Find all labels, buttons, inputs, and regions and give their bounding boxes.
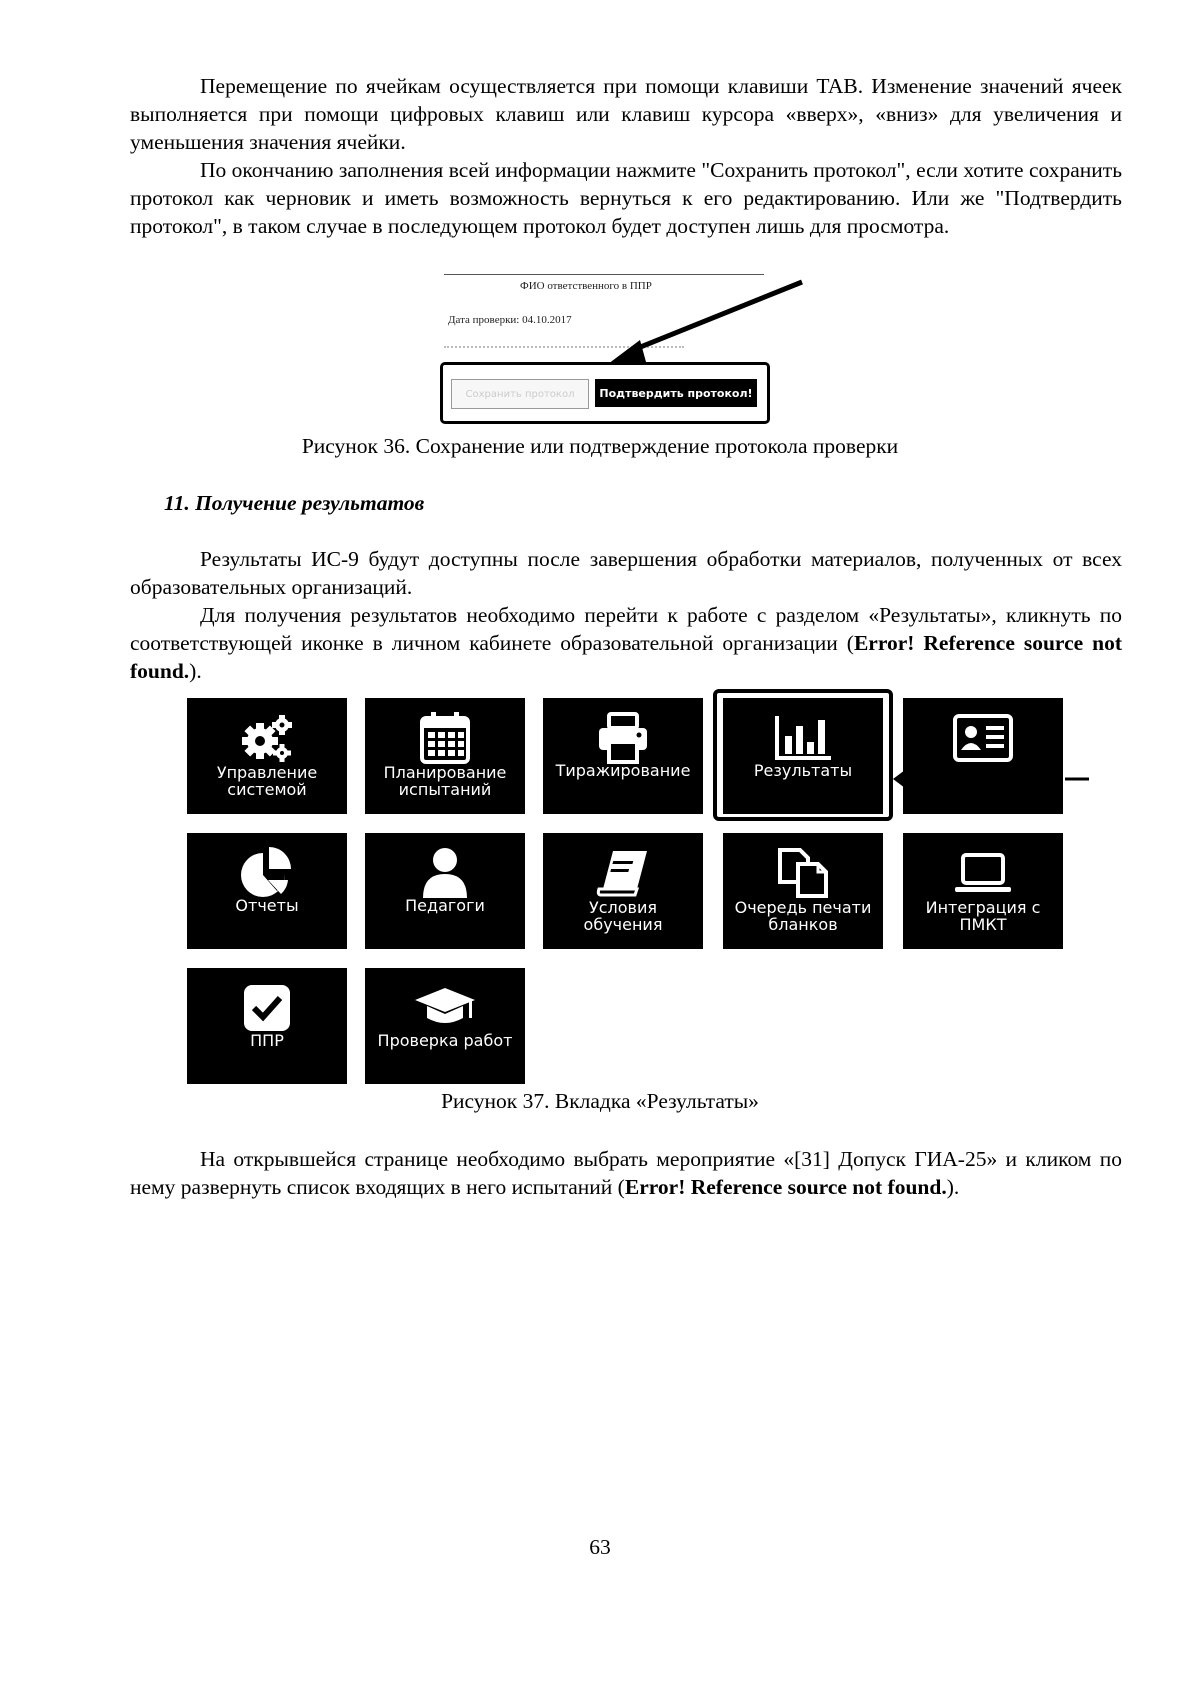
tile-label: Управление системой: [216, 763, 318, 799]
figure-37-caption: Рисунок 37. Вкладка «Результаты»: [441, 1089, 759, 1113]
paragraph-navigation: Перемещение по ячейкам осуществляется при помощи клавиши TAB. Изменение значений ячеек выполняется при помощи цифровых клавиш или клавиш курсора «вверх», «вниз» для увеличения и уменьшения значения ячейки.: [130, 74, 1122, 154]
pie-chart-icon: [187, 845, 347, 901]
printer-icon: [543, 710, 703, 766]
confirm-protocol-button[interactable]: Подтвердить протокол!: [595, 379, 757, 407]
paragraph-text: Для получения результатов необходимо перейти к работе с разделом «Результаты», кликнуть по соответствующей иконке в личном кабинете образовательной организации (: [130, 603, 1122, 655]
page-number: 63: [589, 1535, 611, 1559]
tile-forms[interactable]: [903, 698, 1063, 814]
reference-error: Error! Reference source not found.: [130, 631, 1122, 683]
copy-documents-icon: [723, 845, 883, 901]
figure-36: [440, 270, 820, 426]
tile-label: Проверка работ: [377, 1031, 513, 1050]
tile-label: Планирование испытаний: [383, 763, 507, 799]
graduation-cap-icon: [365, 980, 525, 1036]
tile-results[interactable]: [723, 698, 883, 814]
save-protocol-button[interactable]: Сохранить протокол: [451, 379, 589, 409]
tile-teachers[interactable]: [365, 833, 525, 949]
laptop-icon: [903, 845, 1063, 901]
paragraph-save-confirm: По окончанию заполнения всей информации нажмите "Сохранить протокол", если хотите сохранить протокол как черновик и иметь возможность вернуться к его редактированию. Или же "Подтвердить протокол", в таком случае в последующем протокол будет доступен лишь для просмотра.: [130, 158, 1122, 238]
tile-label: ППР: [250, 1031, 284, 1050]
id-card-icon: [903, 710, 1063, 766]
tile-work-checking[interactable]: [365, 968, 525, 1084]
gears-icon: [187, 710, 347, 766]
tile-replication[interactable]: [543, 698, 703, 814]
paragraph-select-event: [130, 1145, 1122, 1201]
paragraph-results-availability: Результаты ИС-9 будут доступны после завершения обработки материалов, полученных от всех образовательных организаций.: [130, 547, 1122, 599]
calendar-icon: [365, 710, 525, 766]
section-heading: 11. Получение результатов: [164, 491, 425, 515]
tile-label: Тиражирование: [555, 761, 691, 780]
tile-label: Условия обучения: [583, 898, 663, 934]
tile-label: Результаты: [753, 761, 853, 780]
user-icon: [365, 845, 525, 901]
tile-test-planning[interactable]: [365, 698, 525, 814]
tile-label: Отчеты: [235, 896, 299, 915]
check-date: Дата проверки: 04.10.2017: [448, 314, 572, 326]
tile-label: Очередь печати бланков: [734, 898, 872, 934]
paragraph-text: На открывшейся странице необходимо выбрать мероприятие «[31] Допуск ГИА-25» и кликом по нему развернуть список входящих в него испытаний (: [130, 1147, 1122, 1199]
signature-caption: ФИО ответственного в ППР: [520, 280, 652, 292]
tile-print-queue[interactable]: [723, 833, 883, 949]
bar-chart-icon: [723, 710, 883, 766]
tile-label: Педагоги: [405, 896, 485, 915]
tile-label: Интеграция с ПМКТ: [925, 898, 1041, 934]
reference-error: Error! Reference source not found.: [624, 1175, 947, 1199]
paragraph-end: ).: [189, 659, 202, 683]
paragraph-results-access: [130, 601, 1122, 685]
tile-system-management[interactable]: [187, 698, 347, 814]
figure-36-caption: Рисунок 36. Сохранение или подтверждение протокола проверки: [301, 434, 899, 458]
tile-ppr[interactable]: [187, 968, 347, 1084]
paragraph-end: ).: [946, 1175, 960, 1199]
checkbox-icon: [187, 980, 347, 1036]
tile-pmkt-integration[interactable]: [903, 833, 1063, 949]
pointer-arrow-icon: [440, 270, 820, 426]
tile-learning-conditions[interactable]: [543, 833, 703, 949]
tile-reports[interactable]: [187, 833, 347, 949]
book-icon: [543, 845, 703, 901]
